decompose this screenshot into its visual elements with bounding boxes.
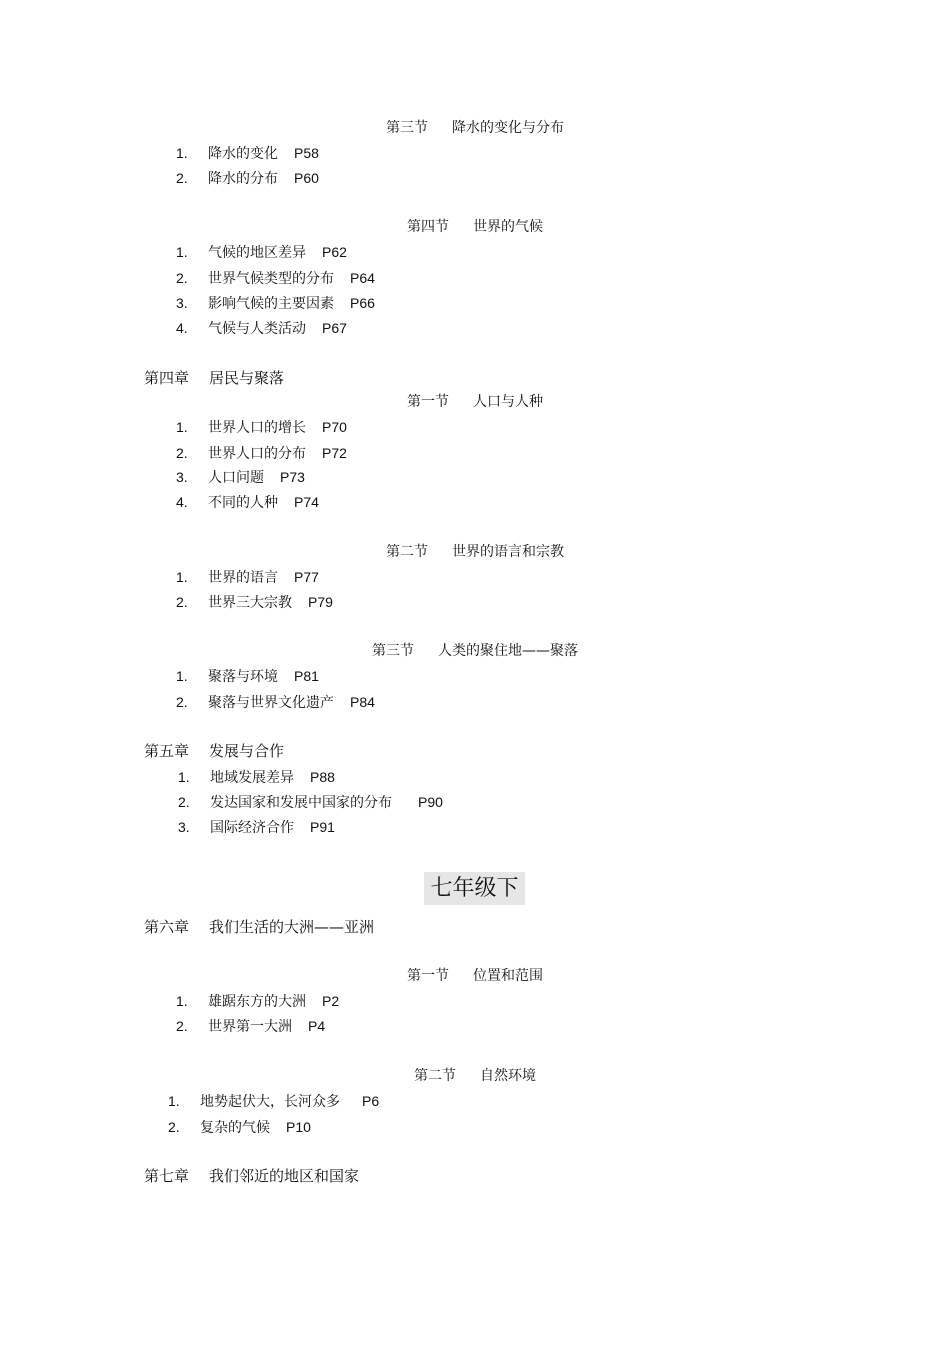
toc-item (176, 492, 319, 513)
item-number: 3. (178, 819, 190, 835)
toc-item (176, 692, 375, 713)
item-page: P84 (350, 694, 375, 710)
chapter-heading (144, 368, 284, 388)
item-page: P88 (310, 769, 335, 785)
item-number: 2. (176, 445, 188, 461)
section-title: 降水的变化与分布 (452, 120, 564, 136)
chapter-title: 居民与聚落 (209, 369, 285, 387)
item-title: 降水的变化 (208, 146, 278, 162)
item-page: P2 (322, 993, 340, 1009)
toc-item (176, 592, 333, 613)
section-label: 第二节 (386, 544, 428, 560)
item-title: 不同的人种 (208, 495, 278, 511)
item-number: 2. (168, 1119, 180, 1135)
item-page: P4 (308, 1018, 326, 1034)
item-page: P62 (322, 244, 347, 260)
chapter-heading (144, 741, 284, 761)
toc-item (176, 168, 319, 189)
item-number: 1. (176, 244, 188, 260)
item-number: 2. (176, 170, 188, 186)
section-label: 第二节 (414, 1068, 456, 1084)
section-title: 世界的语言和宗教 (452, 544, 564, 560)
toc-item (176, 666, 319, 687)
toc-item (176, 443, 347, 464)
chapter-heading (144, 917, 374, 937)
section-title: 自然环境 (480, 1068, 536, 1084)
item-number: 1. (176, 668, 188, 684)
item-page: P90 (418, 794, 443, 810)
section-heading (0, 217, 950, 237)
item-title: 国际经济合作 (210, 820, 294, 836)
toc-item (176, 268, 375, 289)
item-number: 1. (176, 569, 188, 585)
chapter-title: 我们邻近的地区和国家 (209, 1167, 360, 1185)
item-number: 1. (176, 145, 188, 161)
item-page: P72 (322, 445, 347, 461)
item-title: 影响气候的主要因素 (208, 296, 334, 312)
chapter-heading (144, 1166, 359, 1186)
item-title: 人口问题 (208, 470, 264, 486)
grade-heading: 七年级下 (424, 872, 525, 905)
item-page: P6 (362, 1093, 380, 1109)
chapter-label: 第七章 (144, 1167, 190, 1185)
section-title: 位置和范围 (473, 968, 543, 984)
item-number: 2. (178, 794, 190, 810)
item-number: 2. (176, 1018, 188, 1034)
section-heading (0, 542, 950, 562)
item-page: P64 (350, 270, 375, 286)
toc-item (168, 1091, 379, 1112)
toc-item (176, 467, 305, 488)
toc-item (168, 1117, 311, 1138)
chapter-title: 发展与合作 (209, 742, 285, 760)
section-label: 第一节 (407, 968, 449, 984)
item-title: 世界人口的分布 (208, 446, 306, 462)
section-label: 第一节 (407, 394, 449, 410)
item-page: P79 (308, 594, 333, 610)
item-title: 聚落与环境 (208, 669, 278, 685)
toc-item (176, 991, 339, 1012)
item-title: 世界三大宗教 (208, 595, 292, 611)
item-number: 1. (176, 993, 188, 1009)
toc-item (176, 318, 347, 339)
item-page: P74 (294, 494, 319, 510)
section-title: 人口与人种 (473, 394, 543, 410)
toc-item (178, 767, 335, 788)
section-heading (0, 966, 950, 986)
section-heading (0, 1066, 950, 1086)
item-number: 3. (176, 469, 188, 485)
item-page: P81 (294, 668, 319, 684)
item-page: P91 (310, 819, 335, 835)
item-title: 聚落与世界文化遗产 (208, 695, 334, 711)
section-label: 第四节 (407, 219, 449, 235)
toc-item (176, 293, 375, 314)
item-title: 世界人口的增长 (208, 420, 306, 436)
item-title: 降水的分布 (208, 171, 278, 187)
section-title: 世界的气候 (473, 219, 543, 235)
toc-item (178, 817, 335, 838)
item-page: P67 (322, 320, 347, 336)
chapter-title: 我们生活的大洲——亚洲 (209, 918, 375, 936)
item-title: 复杂的气候 (200, 1120, 270, 1136)
item-title: 地势起伏大，长河众多 (200, 1094, 340, 1110)
item-number: 4. (176, 320, 188, 336)
item-number: 1. (168, 1093, 180, 1109)
item-title: 气候与人类活动 (208, 321, 306, 337)
section-heading (0, 392, 950, 412)
item-number: 1. (176, 419, 188, 435)
item-page: P10 (286, 1119, 311, 1135)
item-page: P70 (322, 419, 347, 435)
toc-item (176, 242, 347, 263)
item-number: 2. (176, 594, 188, 610)
item-title: 地域发展差异 (210, 770, 294, 786)
item-page: P73 (280, 469, 305, 485)
section-heading (0, 641, 950, 661)
chapter-label: 第四章 (144, 369, 190, 387)
item-page: P66 (350, 295, 375, 311)
item-title: 气候的地区差异 (208, 245, 306, 261)
item-number: 2. (176, 270, 188, 286)
toc-item (176, 567, 319, 588)
toc-item (176, 417, 347, 438)
toc-item (178, 792, 443, 813)
section-label: 第三节 (372, 643, 414, 659)
item-number: 2. (176, 694, 188, 710)
item-number: 4. (176, 494, 188, 510)
chapter-label: 第五章 (144, 742, 190, 760)
item-title: 发达国家和发展中国家的分布 (210, 795, 392, 811)
item-title: 世界气候类型的分布 (208, 271, 334, 287)
section-title: 人类的聚住地——聚落 (438, 643, 578, 659)
item-page: P60 (294, 170, 319, 186)
item-title: 世界第一大洲 (208, 1019, 292, 1035)
item-page: P77 (294, 569, 319, 585)
item-number: 3. (176, 295, 188, 311)
toc-item (176, 143, 319, 164)
section-label: 第三节 (386, 120, 428, 136)
chapter-label: 第六章 (144, 918, 190, 936)
item-page: P58 (294, 145, 319, 161)
item-title: 雄踞东方的大洲 (208, 994, 306, 1010)
item-title: 世界的语言 (208, 570, 278, 586)
item-number: 1. (178, 769, 190, 785)
section-heading (0, 118, 950, 138)
toc-item (176, 1016, 325, 1037)
